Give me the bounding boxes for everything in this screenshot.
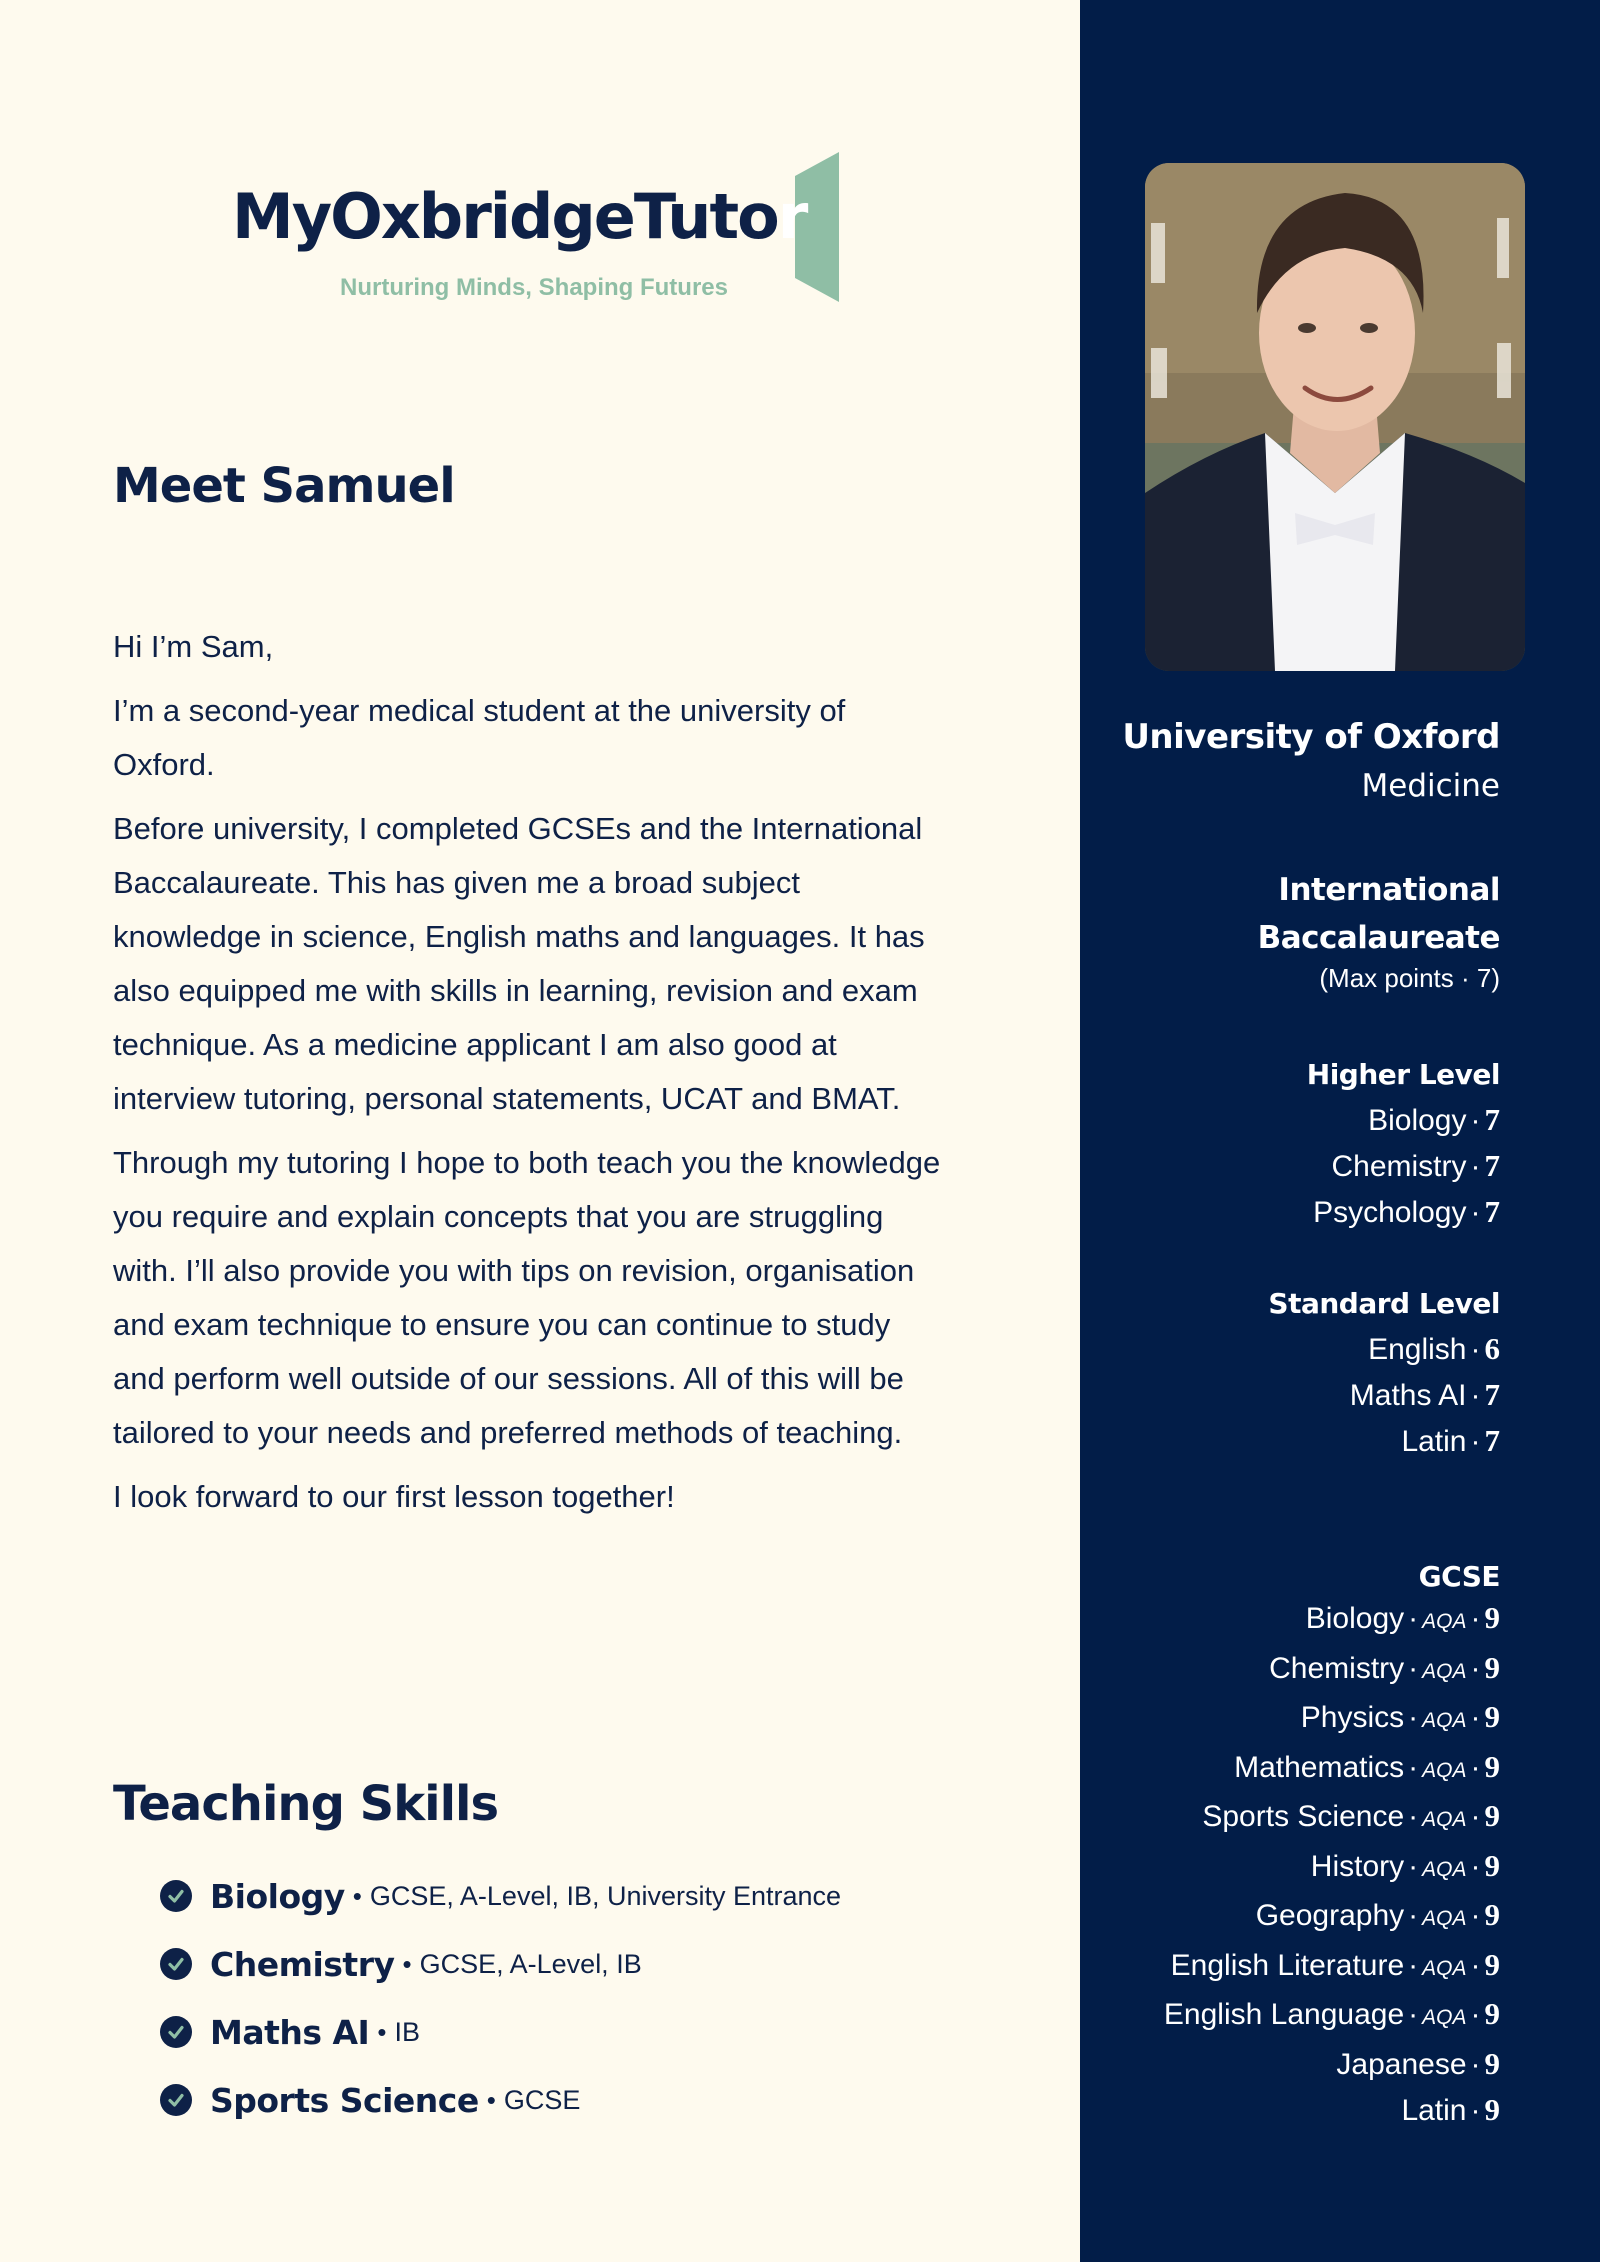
standard-level-group — [1268, 1287, 1500, 1464]
exam-board: AQA — [1422, 1808, 1467, 1831]
grade-row — [1307, 1189, 1500, 1235]
grade: 9 — [1484, 1699, 1500, 1734]
profile-sidebar — [1080, 0, 1600, 2262]
subject: Geography — [1255, 1899, 1405, 1932]
higher-level-group — [1307, 1058, 1500, 1235]
separator: · — [1470, 1602, 1481, 1635]
grade-row — [1164, 1645, 1500, 1695]
subject: Biology — [1368, 1104, 1467, 1137]
subject: Latin — [1401, 1425, 1467, 1458]
teaching-skills-heading: Teaching Skills — [113, 1776, 499, 1832]
subject: Chemistry — [1331, 1150, 1467, 1183]
grade-row — [1268, 1326, 1500, 1372]
skill-levels: GCSE — [503, 2084, 581, 2115]
skill-name: Chemistry — [210, 1944, 395, 1984]
skill-bullet: • — [402, 1948, 412, 1979]
grade: 9 — [1484, 2092, 1500, 2127]
grade-row — [1164, 1793, 1500, 1843]
logo — [232, 152, 842, 304]
separator: · — [1470, 1750, 1481, 1784]
separator: · — [1470, 2047, 1481, 2081]
grade-row — [1268, 1372, 1500, 1418]
skill-bullet: • — [377, 2016, 387, 2047]
check-circle-icon — [160, 2084, 192, 2116]
separator: · — [1470, 1196, 1481, 1229]
skill-levels: IB — [394, 2016, 420, 2047]
grade-row — [1307, 1097, 1500, 1143]
separator: · — [1408, 1849, 1419, 1883]
check-circle-icon — [160, 2016, 192, 2048]
logo-wordmark: MyOxbridgeTutor — [232, 180, 807, 253]
logo-tagline: Nurturing Minds, Shaping Futures — [340, 274, 728, 301]
separator: · — [1470, 2094, 1481, 2127]
bio-paragraph: I’m a second-year medical student at the university of Oxford. — [113, 693, 846, 782]
subject: Physics — [1300, 1701, 1405, 1734]
subject: History — [1310, 1849, 1405, 1883]
skill-bullet: • — [352, 1880, 362, 1911]
subject: English Literature — [1170, 1948, 1405, 1982]
bio-text — [113, 620, 943, 1534]
grade: 7 — [1484, 1423, 1500, 1458]
grade-row — [1164, 1942, 1500, 1992]
separator: · — [1470, 1104, 1481, 1137]
exam-board: AQA — [1422, 2006, 1467, 2029]
grade-row — [1164, 1843, 1500, 1893]
bio-paragraph: Through my tutoring I hope to both teach you the knowledge you require and explain concepts that you are struggling with. I’ll also provide you with tips on revision, organisation and exam technique to ensure you can continue to study and perform well outside of our sessions. All of this will be tailored to your needs and preferred methods of teaching. — [113, 1145, 941, 1450]
grade: 7 — [1484, 1194, 1500, 1229]
subject: Maths AI — [1349, 1379, 1467, 1412]
meet-heading: Meet Samuel — [113, 458, 455, 514]
skill-item — [160, 1862, 841, 1930]
grade-row — [1164, 2087, 1500, 2134]
separator: · — [1470, 1379, 1481, 1412]
grade-row — [1164, 1744, 1500, 1794]
check-circle-icon — [160, 1880, 192, 1912]
standard-level-title: Standard Level — [1268, 1287, 1500, 1320]
grade: 7 — [1484, 1102, 1500, 1137]
tutor-photo — [1145, 163, 1525, 671]
subject: Japanese — [1336, 2047, 1467, 2081]
university-name: University of Oxford — [1122, 717, 1500, 757]
gcse-group — [1164, 1560, 1500, 2134]
exam-board: AQA — [1422, 1907, 1467, 1930]
separator: · — [1470, 1651, 1481, 1685]
grade: 9 — [1484, 1798, 1500, 1833]
exam-board: AQA — [1422, 1709, 1467, 1732]
grade: 9 — [1484, 1847, 1500, 1883]
grade-row — [1164, 1694, 1500, 1744]
exam-board: AQA — [1422, 1610, 1467, 1633]
skill-item — [160, 1930, 841, 1998]
bio-paragraph: Before university, I completed GCSEs and the International Baccalaureate. This has given me a broad subject knowledge in science, English maths and languages. It has also equipped me with skills in learning, revision and exam technique. As a medicine applicant I am also good at interview tutoring, personal statements, UCAT and BMAT. — [113, 811, 925, 1116]
grade: 7 — [1484, 1377, 1500, 1412]
subject: Mathematics — [1234, 1750, 1405, 1784]
separator: · — [1470, 1899, 1481, 1932]
grade: 6 — [1484, 1331, 1500, 1366]
separator: · — [1408, 1651, 1419, 1685]
skill-name: Sports Science — [210, 2080, 479, 2120]
grade: 9 — [1484, 1897, 1500, 1932]
separator: · — [1470, 1333, 1481, 1366]
ib-title: International Baccalaureate — [1257, 872, 1500, 956]
grade-row — [1164, 1991, 1500, 2041]
subject: Chemistry — [1269, 1651, 1405, 1685]
grade: 9 — [1484, 2045, 1500, 2081]
grade: 9 — [1484, 1996, 1500, 2031]
separator: · — [1470, 1998, 1481, 2031]
separator: · — [1408, 1701, 1419, 1734]
bio-paragraph: Hi I’m Sam, — [113, 629, 274, 664]
grade-row — [1268, 1418, 1500, 1464]
separator: · — [1408, 1899, 1419, 1932]
separator: · — [1408, 1948, 1419, 1982]
gcse-rows — [1164, 1595, 1500, 2134]
separator: · — [1470, 1701, 1481, 1734]
higher-level-title: Higher Level — [1306, 1058, 1500, 1091]
subject: Psychology — [1313, 1196, 1467, 1229]
bio-paragraph: I look forward to our first lesson together! — [113, 1479, 675, 1514]
separator: · — [1408, 1602, 1419, 1635]
skill-levels: GCSE, A-Level, IB, University Entrance — [369, 1880, 842, 1911]
gcse-title: GCSE — [1418, 1560, 1500, 1593]
teaching-skills-list — [160, 1862, 841, 2134]
subject: English Language — [1163, 1998, 1405, 2031]
skill-bullet: • — [486, 2084, 496, 2115]
separator: · — [1470, 1948, 1481, 1982]
exam-board: AQA — [1422, 1956, 1467, 1980]
separator: · — [1470, 1425, 1481, 1458]
separator: · — [1470, 1150, 1481, 1183]
exam-board: AQA — [1422, 1659, 1467, 1683]
grade: 9 — [1484, 1748, 1500, 1784]
separator: · — [1408, 1998, 1419, 2031]
check-circle-icon — [160, 1948, 192, 1980]
skill-name: Maths AI — [210, 2012, 370, 2052]
skill-levels: GCSE, A-Level, IB — [419, 1948, 642, 1979]
skill-item — [160, 2066, 841, 2134]
separator: · — [1408, 1750, 1419, 1784]
exam-board: AQA — [1422, 1857, 1467, 1881]
exam-board: AQA — [1422, 1758, 1467, 1782]
subject: English — [1368, 1333, 1467, 1366]
skill-name: Biology — [210, 1876, 345, 1916]
subject: Latin — [1401, 2094, 1467, 2127]
grade: 7 — [1484, 1148, 1500, 1183]
separator: · — [1470, 1849, 1481, 1883]
skill-item — [160, 1998, 841, 2066]
subject: Sports Science — [1202, 1800, 1405, 1833]
separator: · — [1470, 1800, 1481, 1833]
grade-row — [1164, 2041, 1500, 2088]
grade: 9 — [1484, 1649, 1500, 1685]
grade: 9 — [1484, 1946, 1500, 1982]
grade: 9 — [1484, 1600, 1500, 1635]
subject: Biology — [1305, 1602, 1405, 1635]
grade-row — [1164, 1595, 1500, 1645]
separator: · — [1408, 1800, 1419, 1833]
ib-max-points: (Max points · 7) — [1319, 963, 1500, 993]
course-name: Medicine — [1361, 768, 1500, 804]
grade-row — [1164, 1892, 1500, 1942]
grade-row — [1307, 1143, 1500, 1189]
